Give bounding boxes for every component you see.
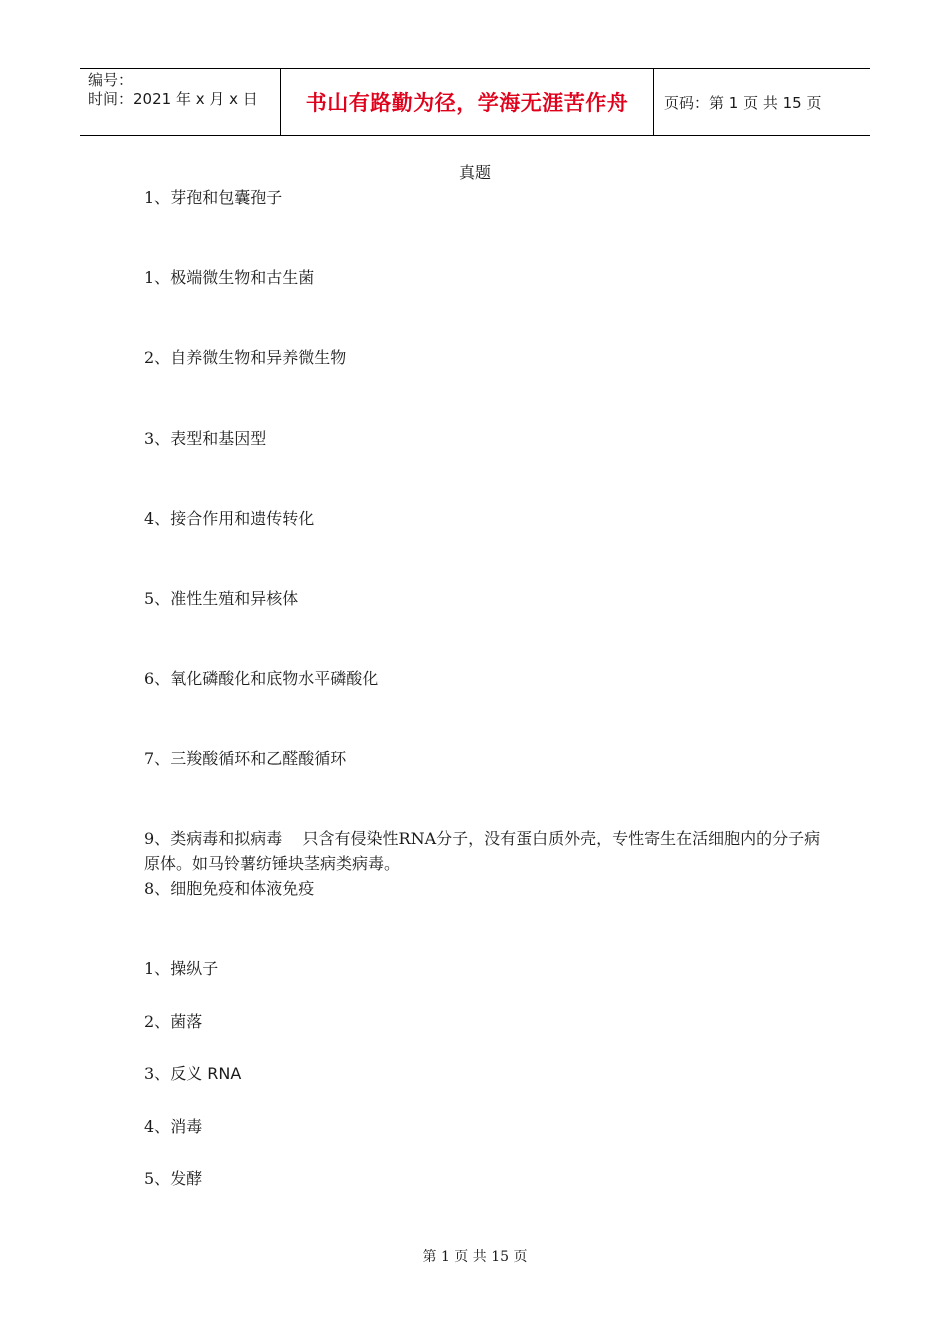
list-item: 2、自养微生物和异养微生物	[144, 348, 347, 367]
header-meta-cell	[80, 69, 281, 135]
page-footer: 第 1 页 共 15 页	[422, 1249, 528, 1265]
list-item: 8、细胞免疫和体液免疫	[144, 879, 315, 898]
list-item: 1、操纵子	[144, 959, 219, 978]
page-info: 页码：第 1 页 共 15 页	[664, 93, 822, 112]
header-page-cell	[654, 69, 870, 135]
list-item: 1、极端微生物和古生菌	[144, 268, 315, 287]
list-item: 3、反义 RNA	[144, 1064, 242, 1083]
time-label: 时间：2021 年 x 月 x 日	[88, 90, 258, 108]
list-item: 1、芽孢和包囊孢子	[144, 188, 283, 207]
list-item: 3、表型和基因型	[144, 429, 267, 448]
list-item: 5、准性生殖和异核体	[144, 589, 299, 608]
header-table	[80, 68, 870, 136]
viroid-term: 类病毒和拟病毒	[170, 829, 283, 848]
page-title: 真题	[458, 163, 491, 182]
list-item: 5、发酵	[144, 1169, 203, 1188]
list-item: 4、消毒	[144, 1117, 203, 1136]
viroid-item: 9、类病毒和拟病毒 只含有侵染性RNA分子，没有蛋白质外壳，专性寄生在活细胞内的分子病原体。如马铃薯纺锤块茎病类病毒。	[144, 829, 821, 873]
list-item: 2、菌落	[144, 1012, 203, 1031]
list-item: 7、三羧酸循环和乙醛酸循环	[144, 749, 347, 768]
motto: 书山有路勤为径，学海无涯苦作舟	[305, 91, 629, 115]
number-label: 编号：	[88, 71, 134, 89]
list-item: 6、氧化磷酸化和底物水平磷酸化	[144, 669, 379, 688]
list-item: 4、接合作用和遗传转化	[144, 509, 315, 528]
header-motto-cell	[281, 69, 654, 135]
viroid-answer: 只含有侵染性RNA分子，没有蛋白质外壳，专性寄生在活细胞内的分子病原体。如马铃薯纺锤块茎病类病毒。	[144, 829, 821, 873]
